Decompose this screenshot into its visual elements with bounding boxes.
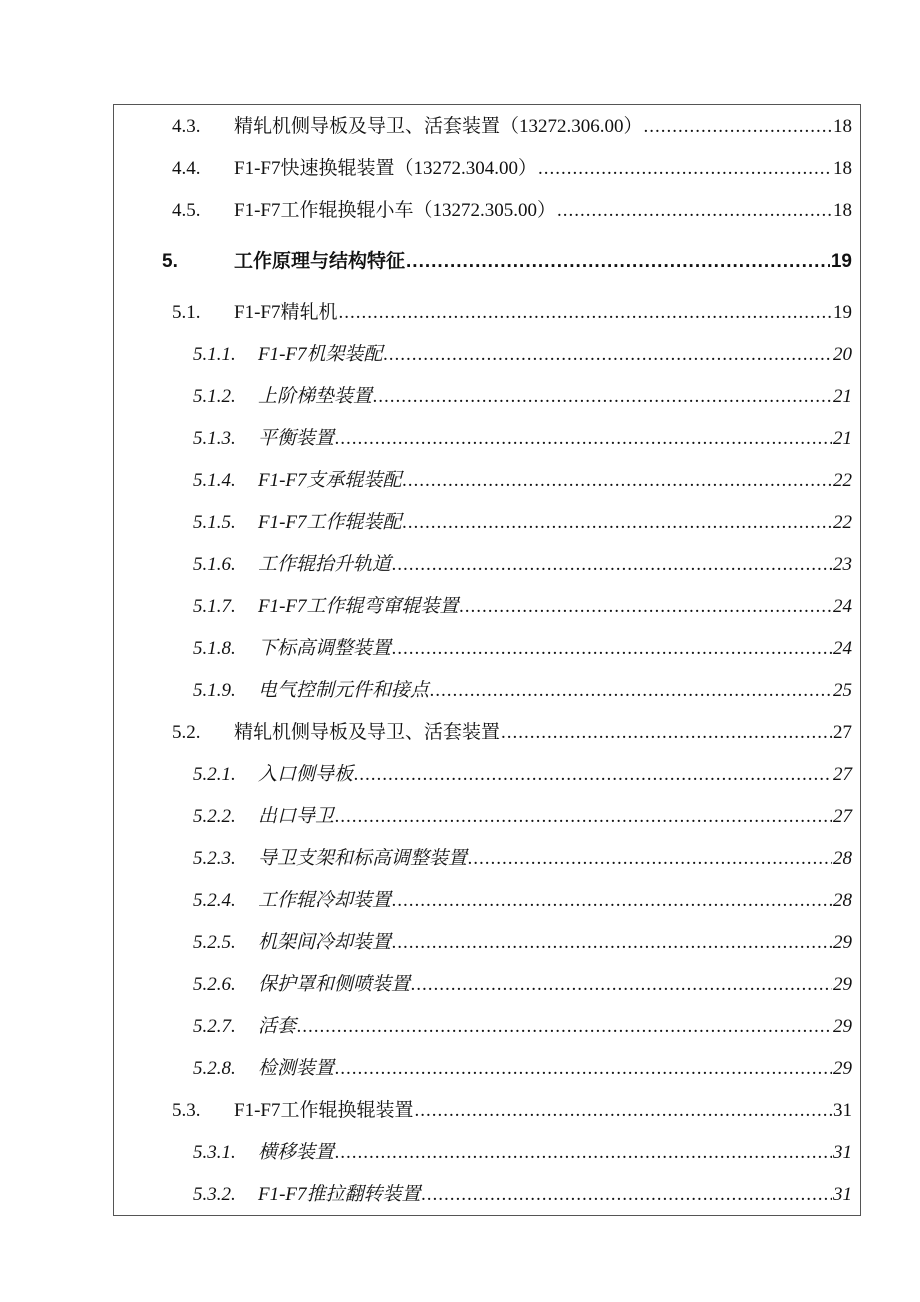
toc-entry-page: 27	[833, 764, 852, 785]
toc-entry-number: 5.1.	[172, 302, 201, 323]
toc-entry-number: 5.2.3.	[193, 848, 236, 869]
toc-entry-title: F1-F7推拉翻转装置	[258, 1184, 421, 1205]
toc-entry[interactable]	[0, 110, 852, 140]
dot-leader	[557, 198, 832, 224]
toc-entry-number: 4.5.	[172, 200, 201, 221]
toc-entry[interactable]	[0, 842, 852, 872]
toc-entry-page: 21	[833, 428, 852, 449]
toc-entry-title: 入口侧导板	[258, 764, 354, 785]
toc-entry[interactable]	[0, 1178, 852, 1208]
toc-entry-number: 5.2.6.	[193, 974, 236, 995]
toc-entry-number: 5.1.8.	[193, 638, 236, 659]
toc-entry-title: 保护罩和侧喷装置	[258, 974, 411, 995]
toc-entry-page: 29	[833, 1058, 852, 1079]
toc-entry-page: 22	[833, 512, 852, 533]
dot-leader	[373, 384, 832, 410]
toc-entry[interactable]	[0, 800, 852, 830]
toc-entry-title: 下标高调整装置	[258, 638, 392, 659]
toc-entry-title: F1-F7支承辊装配	[258, 470, 402, 491]
dot-leader	[392, 636, 832, 662]
dot-leader	[392, 552, 832, 578]
toc-entry-title: F1-F7工作辊换辊小车（13272.305.00）	[234, 200, 556, 221]
toc-entry-title: 导卫支架和标高调整装置	[258, 848, 468, 869]
dot-leader	[335, 1140, 832, 1166]
toc-entry-page: 31	[833, 1184, 852, 1205]
toc-entry-page: 18	[833, 200, 852, 221]
dot-leader	[501, 720, 832, 746]
toc-entry-page: 19	[830, 251, 852, 272]
toc-entry[interactable]	[0, 632, 852, 662]
toc-entry-page: 24	[833, 638, 852, 659]
dot-leader	[644, 114, 832, 140]
toc-entry-page: 19	[833, 302, 852, 323]
dot-leader	[354, 762, 832, 788]
dot-leader	[460, 594, 832, 620]
toc-entry-title: 工作原理与结构特征	[234, 251, 406, 272]
toc-entry[interactable]	[0, 758, 852, 788]
toc-entry-title: F1-F7工作辊换辊装置	[234, 1100, 414, 1121]
toc-entry-page: 27	[833, 806, 852, 827]
toc-entry[interactable]	[0, 245, 852, 275]
toc-entry-title: 上阶梯垫装置	[258, 386, 373, 407]
dot-leader	[335, 1056, 832, 1082]
toc-entry-title: 平衡装置	[258, 428, 335, 449]
dot-leader	[392, 930, 832, 956]
toc-entry-title: F1-F7机架装配	[258, 344, 383, 365]
toc-entry-number: 5.3.	[172, 1100, 201, 1121]
toc-entry[interactable]	[0, 1010, 852, 1040]
toc-entry-page: 21	[833, 386, 852, 407]
toc-entry-title: F1-F7工作辊装配	[258, 512, 402, 533]
toc-entry-number: 5.	[162, 251, 178, 272]
toc-entry[interactable]	[0, 338, 852, 368]
toc-entry-number: 5.1.2.	[193, 386, 236, 407]
toc-entry-title: 精轧机侧导板及导卫、活套装置	[234, 722, 501, 743]
toc-entry-page: 25	[833, 680, 852, 701]
toc-entry-number: 4.4.	[172, 158, 201, 179]
toc-entry-number: 5.2.8.	[193, 1058, 236, 1079]
toc-entry[interactable]	[0, 716, 852, 746]
toc-entry[interactable]	[0, 1094, 852, 1124]
toc-entry[interactable]	[0, 926, 852, 956]
toc-entry[interactable]	[0, 548, 852, 578]
toc-entry-page: 18	[833, 116, 852, 137]
dot-leader	[414, 1098, 832, 1124]
toc-entry-title: 出口导卫	[258, 806, 335, 827]
toc-entry[interactable]	[0, 1052, 852, 1082]
toc-entry-page: 23	[833, 554, 852, 575]
dot-leader	[297, 1014, 832, 1040]
toc-entry-page: 27	[833, 722, 852, 743]
dot-leader	[430, 678, 832, 704]
toc-entry-number: 5.1.6.	[193, 554, 236, 575]
toc-entry-number: 5.1.1.	[193, 344, 236, 365]
toc-entry-title: 活套	[258, 1016, 297, 1037]
dot-leader	[468, 846, 832, 872]
dot-leader	[384, 342, 832, 368]
dot-leader	[403, 510, 832, 536]
toc-entry[interactable]	[0, 590, 852, 620]
toc-entry[interactable]	[0, 506, 852, 536]
toc-entry-title: F1-F7精轧机	[234, 302, 338, 323]
toc-entry-page: 28	[833, 890, 852, 911]
toc-entry-page: 28	[833, 848, 852, 869]
toc-entry-page: 29	[833, 932, 852, 953]
toc-entry-title: 精轧机侧导板及导卫、活套装置（13272.306.00）	[234, 116, 643, 137]
toc-entry-title: F1-F7快速换辊装置（13272.304.00）	[234, 158, 537, 179]
toc-entry-page: 29	[833, 1016, 852, 1037]
toc-entry-page: 24	[833, 596, 852, 617]
dot-leader	[335, 426, 832, 452]
toc-entry[interactable]	[0, 884, 852, 914]
toc-entry-title: 机架间冷却装置	[258, 932, 392, 953]
toc-entry-number: 4.3.	[172, 116, 201, 137]
dot-leader	[335, 804, 832, 830]
toc-entry-number: 5.1.3.	[193, 428, 236, 449]
toc-entry-title: 工作辊抬升轨道	[258, 554, 392, 575]
toc-entry-number: 5.2.1.	[193, 764, 236, 785]
toc-entry-title: 工作辊冷却装置	[258, 890, 392, 911]
toc-entry-number: 5.2.	[172, 722, 201, 743]
toc-entry-page: 31	[833, 1142, 852, 1163]
toc-entry-number: 5.1.5.	[193, 512, 236, 533]
toc-entry[interactable]	[0, 296, 852, 326]
dot-leader	[403, 468, 832, 494]
toc-entry-page: 31	[833, 1100, 852, 1121]
toc-entry[interactable]	[0, 422, 852, 452]
toc-entry[interactable]	[0, 194, 852, 224]
toc-entry-number: 5.2.5.	[193, 932, 236, 953]
toc-entry-page: 29	[833, 974, 852, 995]
dot-leader	[338, 300, 832, 326]
dot-leader	[392, 888, 832, 914]
toc-entry[interactable]	[0, 1136, 852, 1166]
toc-entry-number: 5.2.7.	[193, 1016, 236, 1037]
toc-entry[interactable]	[0, 464, 852, 494]
toc-entry-title: 检测装置	[258, 1058, 335, 1079]
toc-entry[interactable]	[0, 674, 852, 704]
toc-entry-title: 横移装置	[258, 1142, 335, 1163]
toc-entry-number: 5.2.4.	[193, 890, 236, 911]
toc-entry-page: 20	[833, 344, 852, 365]
dot-leader	[411, 972, 832, 998]
toc-entry-number: 5.1.4.	[193, 470, 236, 491]
dot-leader	[422, 1182, 832, 1208]
toc-entry-page: 18	[833, 158, 852, 179]
toc-entry[interactable]	[0, 968, 852, 998]
toc-entry-title: F1-F7工作辊弯窜辊装置	[258, 596, 459, 617]
toc-entry[interactable]	[0, 380, 852, 410]
dot-leader	[538, 156, 832, 182]
toc-entry[interactable]	[0, 152, 852, 182]
toc-entry-page: 22	[833, 470, 852, 491]
toc-entry-number: 5.3.1.	[193, 1142, 236, 1163]
toc-entry-number: 5.1.7.	[193, 596, 236, 617]
toc-entry-number: 5.2.2.	[193, 806, 236, 827]
toc-entry-number: 5.3.2.	[193, 1184, 236, 1205]
toc-entry-number: 5.1.9.	[193, 680, 236, 701]
dot-leader	[406, 249, 830, 275]
toc-entry-title: 电气控制元件和接点	[258, 680, 430, 701]
